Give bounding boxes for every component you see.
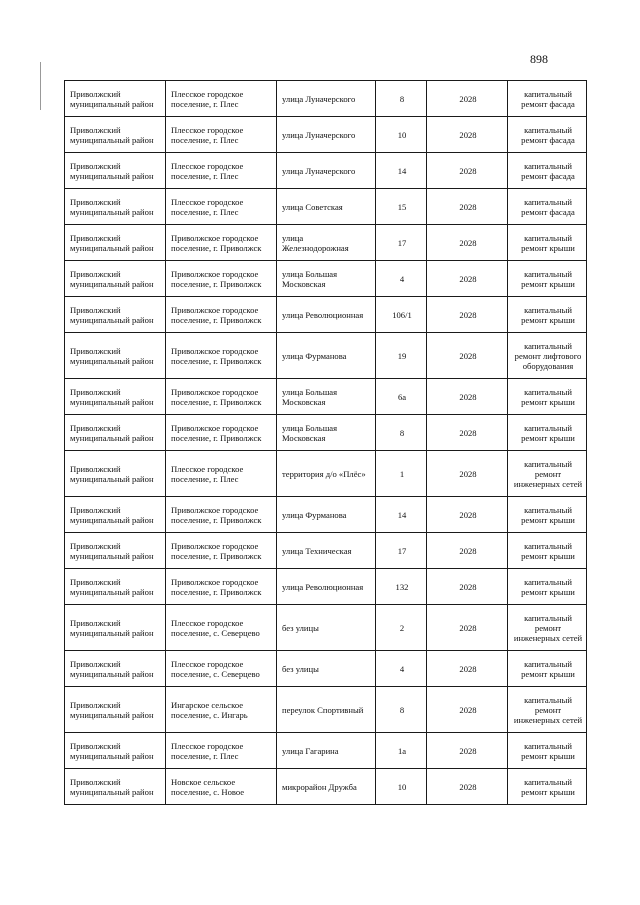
cell-house: 15 (376, 189, 427, 225)
cell-district: Приволжский муниципальный район (65, 379, 166, 415)
cell-street: улица Большая Московская (277, 379, 376, 415)
cell-year: 2028 (427, 497, 508, 533)
cell-settlement: Плесское городское поселение, с. Северцево (166, 651, 277, 687)
page-number: 898 (530, 52, 548, 66)
cell-house: 106/1 (376, 297, 427, 333)
cell-street: без улицы (277, 651, 376, 687)
cell-house: 1а (376, 733, 427, 769)
table-row (65, 533, 587, 569)
table-row (65, 769, 587, 805)
cell-settlement: Приволжское городское поселение, г. Приволжск (166, 497, 277, 533)
cell-district: Приволжский муниципальный район (65, 533, 166, 569)
cell-street: микрорайон Дружба (277, 769, 376, 805)
repair-schedule-table (64, 80, 587, 805)
cell-settlement: Приволжское городское поселение, г. Приволжск (166, 261, 277, 297)
cell-year: 2028 (427, 333, 508, 379)
cell-settlement: Плесское городское поселение, г. Плес (166, 81, 277, 117)
table-row (65, 379, 587, 415)
cell-settlement: Приволжское городское поселение, г. Приволжск (166, 333, 277, 379)
cell-work: капитальный ремонт фасада (508, 81, 587, 117)
cell-street: улица Фурманова (277, 333, 376, 379)
table-row (65, 497, 587, 533)
cell-house: 6а (376, 379, 427, 415)
cell-settlement: Плесское городское поселение, г. Плес (166, 451, 277, 497)
cell-year: 2028 (427, 769, 508, 805)
cell-year: 2028 (427, 379, 508, 415)
cell-year: 2028 (427, 81, 508, 117)
cell-house: 8 (376, 415, 427, 451)
cell-district: Приволжский муниципальный район (65, 117, 166, 153)
cell-house: 1 (376, 451, 427, 497)
cell-settlement: Плесское городское поселение, г. Плес (166, 117, 277, 153)
cell-house: 19 (376, 333, 427, 379)
table-row (65, 189, 587, 225)
cell-settlement: Приволжское городское поселение, г. Приволжск (166, 415, 277, 451)
cell-street: улица Железнодорожная (277, 225, 376, 261)
table-row (65, 733, 587, 769)
cell-year: 2028 (427, 451, 508, 497)
cell-year: 2028 (427, 733, 508, 769)
cell-street: улица Большая Московская (277, 415, 376, 451)
cell-settlement: Плесское городское поселение, с. Северцево (166, 605, 277, 651)
cell-work: капитальный ремонт инженерных сетей (508, 451, 587, 497)
cell-street: улица Большая Московская (277, 261, 376, 297)
scan-margin-mark (40, 62, 41, 110)
cell-street: улица Луначерского (277, 117, 376, 153)
cell-district: Приволжский муниципальный район (65, 687, 166, 733)
cell-district: Приволжский муниципальный район (65, 189, 166, 225)
cell-street: улица Гагарина (277, 733, 376, 769)
cell-street: территория д/о «Плёс» (277, 451, 376, 497)
cell-district: Приволжский муниципальный район (65, 497, 166, 533)
cell-settlement: Приволжское городское поселение, г. Приволжск (166, 569, 277, 605)
cell-district: Приволжский муниципальный район (65, 261, 166, 297)
cell-house: 8 (376, 81, 427, 117)
cell-year: 2028 (427, 297, 508, 333)
cell-work: капитальный ремонт инженерных сетей (508, 605, 587, 651)
cell-house: 17 (376, 225, 427, 261)
cell-district: Приволжский муниципальный район (65, 569, 166, 605)
table-body (65, 81, 587, 805)
cell-year: 2028 (427, 569, 508, 605)
cell-district: Приволжский муниципальный район (65, 769, 166, 805)
cell-work: капитальный ремонт крыши (508, 261, 587, 297)
cell-district: Приволжский муниципальный район (65, 733, 166, 769)
cell-house: 8 (376, 687, 427, 733)
table-row (65, 451, 587, 497)
cell-year: 2028 (427, 261, 508, 297)
cell-year: 2028 (427, 605, 508, 651)
cell-house: 2 (376, 605, 427, 651)
cell-work: капитальный ремонт крыши (508, 733, 587, 769)
table-row (65, 153, 587, 189)
cell-work: капитальный ремонт фасада (508, 189, 587, 225)
table-row (65, 261, 587, 297)
cell-work: капитальный ремонт инженерных сетей (508, 687, 587, 733)
cell-work: капитальный ремонт крыши (508, 533, 587, 569)
cell-settlement: Новское сельское поселение, с. Новое (166, 769, 277, 805)
table-row (65, 81, 587, 117)
cell-district: Приволжский муниципальный район (65, 415, 166, 451)
cell-year: 2028 (427, 651, 508, 687)
cell-district: Приволжский муниципальный район (65, 605, 166, 651)
cell-work: капитальный ремонт фасада (508, 117, 587, 153)
cell-settlement: Ингарское сельское поселение, с. Ингарь (166, 687, 277, 733)
cell-house: 17 (376, 533, 427, 569)
cell-year: 2028 (427, 117, 508, 153)
cell-year: 2028 (427, 687, 508, 733)
cell-house: 4 (376, 651, 427, 687)
table-row (65, 605, 587, 651)
cell-settlement: Плесское городское поселение, г. Плес (166, 153, 277, 189)
cell-street: переулок Спортивный (277, 687, 376, 733)
cell-year: 2028 (427, 533, 508, 569)
cell-street: улица Революционная (277, 569, 376, 605)
table-row (65, 651, 587, 687)
cell-settlement: Приволжское городское поселение, г. Приволжск (166, 379, 277, 415)
cell-work: капитальный ремонт крыши (508, 497, 587, 533)
cell-street: улица Луначерского (277, 81, 376, 117)
cell-street: улица Техническая (277, 533, 376, 569)
cell-settlement: Приволжское городское поселение, г. Приволжск (166, 297, 277, 333)
cell-work: капитальный ремонт лифтового оборудования (508, 333, 587, 379)
cell-house: 132 (376, 569, 427, 605)
cell-house: 10 (376, 117, 427, 153)
cell-district: Приволжский муниципальный район (65, 333, 166, 379)
cell-settlement: Плесское городское поселение, г. Плес (166, 189, 277, 225)
cell-year: 2028 (427, 225, 508, 261)
table-row (65, 415, 587, 451)
cell-street: без улицы (277, 605, 376, 651)
cell-work: капитальный ремонт крыши (508, 297, 587, 333)
cell-street: улица Луначерского (277, 153, 376, 189)
cell-work: капитальный ремонт крыши (508, 225, 587, 261)
cell-work: капитальный ремонт крыши (508, 415, 587, 451)
table-row (65, 225, 587, 261)
cell-street: улица Советская (277, 189, 376, 225)
cell-work: капитальный ремонт крыши (508, 651, 587, 687)
cell-district: Приволжский муниципальный район (65, 451, 166, 497)
cell-district: Приволжский муниципальный район (65, 651, 166, 687)
table-row (65, 687, 587, 733)
cell-year: 2028 (427, 189, 508, 225)
cell-district: Приволжский муниципальный район (65, 81, 166, 117)
cell-settlement: Приволжское городское поселение, г. Приволжск (166, 225, 277, 261)
table-row (65, 297, 587, 333)
cell-house: 4 (376, 261, 427, 297)
cell-district: Приволжский муниципальный район (65, 153, 166, 189)
cell-year: 2028 (427, 153, 508, 189)
cell-house: 14 (376, 497, 427, 533)
table-row (65, 569, 587, 605)
cell-street: улица Революционная (277, 297, 376, 333)
table-row (65, 333, 587, 379)
cell-settlement: Плесское городское поселение, г. Плес (166, 733, 277, 769)
cell-district: Приволжский муниципальный район (65, 297, 166, 333)
table-row (65, 117, 587, 153)
cell-work: капитальный ремонт крыши (508, 569, 587, 605)
cell-district: Приволжский муниципальный район (65, 225, 166, 261)
cell-work: капитальный ремонт фасада (508, 153, 587, 189)
cell-settlement: Приволжское городское поселение, г. Приволжск (166, 533, 277, 569)
cell-house: 14 (376, 153, 427, 189)
cell-street: улица Фурманова (277, 497, 376, 533)
cell-house: 10 (376, 769, 427, 805)
cell-work: капитальный ремонт крыши (508, 769, 587, 805)
cell-year: 2028 (427, 415, 508, 451)
cell-work: капитальный ремонт крыши (508, 379, 587, 415)
